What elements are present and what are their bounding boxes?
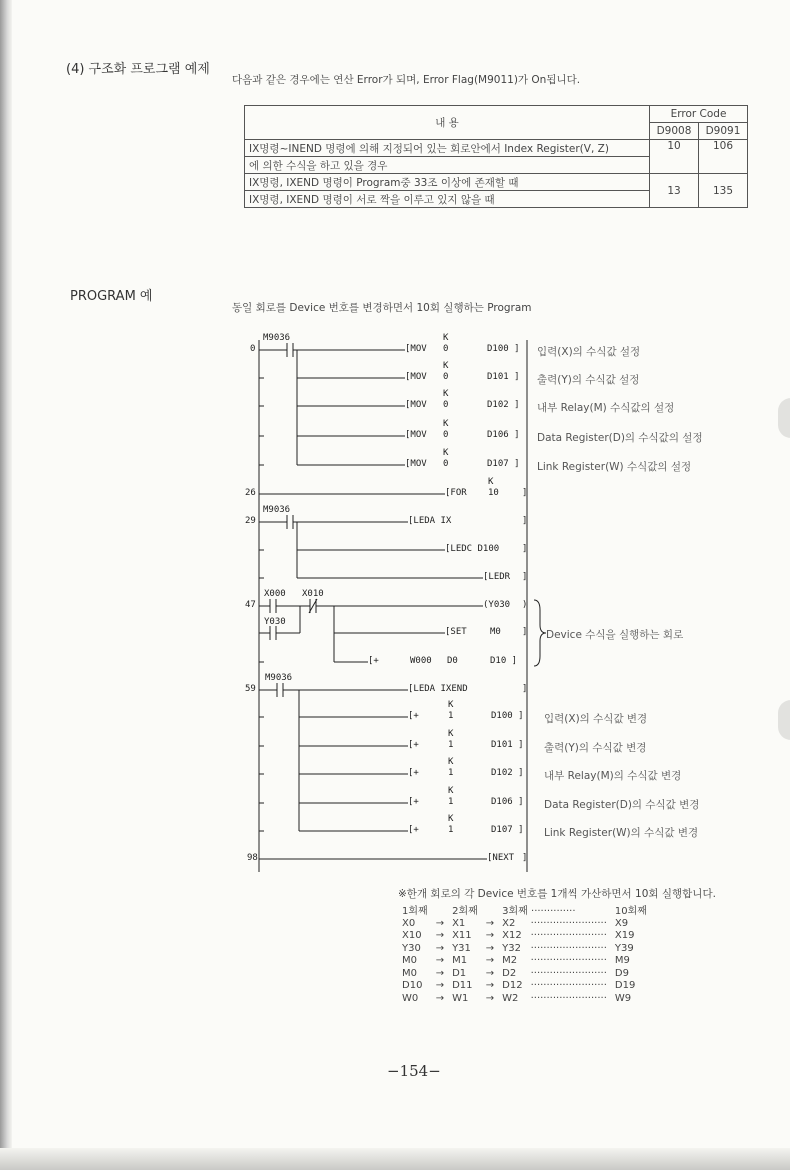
row1-line1: IX명령~INEND 명령에 의해 지정되어 있는 회로안에서 Index Register(V, Z) [245,140,650,157]
comment-inc-4: Data Register(D)의 수식값 변경 [544,799,700,811]
comment-mov-2: 출력(Y)의 수식값 설정 [537,374,640,386]
contact-x000: X000 [264,589,286,599]
section-heading: (4) 구조화 프로그램 예제 [66,62,210,77]
program-caption: 동일 회로를 Device 번호를 변경하면서 10회 실행하는 Program [232,302,532,314]
mov-dest: D100 ] [487,344,520,354]
ledr-row: [LEDR ] [483,572,528,582]
step-29: 29 [245,516,256,526]
comment-inc-1: 입력(X)의 수식값 변경 [544,713,648,725]
row1-d9008: 10 [650,140,699,174]
iter-header-10: 10회째 [614,906,647,917]
set-row: [SET M0 ] [445,627,528,637]
col-d9091: D9091 [699,123,748,140]
row1-d9091: 106 [699,140,748,174]
contact-y030: Y030 [264,617,286,627]
step-26: 26 [245,488,256,498]
mov-k: 0 [443,344,449,354]
program-heading: PROGRAM 예 [70,289,153,304]
contact-m9036-a: M9036 [263,333,291,343]
intro-text: 다음과 같은 경우에는 연산 Error가 되며, Error Flag(M9011)가 On됩니다. [232,74,581,86]
iter-header-1: 1회째 [402,906,428,917]
contact-m9036-c: M9036 [265,673,293,683]
note-text: ※한개 회로의 각 Device 번호를 1개씩 가산하면서 10회 실행합니다. [398,888,716,900]
iter-row: M0 → M1 → M2 ························ M9 [402,955,630,967]
row2-line2: IX명령, IXEND 명령이 서로 짝을 이루고 있지 않을 때 [245,191,650,208]
iter-row: X10 → X11 → X12 ························ X19 [402,930,635,942]
step-47: 47 [245,600,256,610]
iter-row: X0 → X1 → X2 ························ X9 [402,917,629,929]
comment-mov-5: Link Register(W) 수식값의 설정 [537,461,692,473]
page-number: −154− [387,1062,441,1080]
mov-bracket: [MOV [405,344,427,354]
step-0: 0 [250,344,256,354]
iteration-table [398,902,651,1005]
header-content: 내 용 [245,106,650,140]
comment-inc-3: 내부 Relay(M)의 수식값 변경 [544,770,682,782]
comment-mov-4: Data Register(D)의 수식값의 설정 [537,432,703,444]
contact-x010: X010 [302,589,324,599]
next-row: [NEXT ] [487,853,528,863]
iter-header-2: 2회째 [452,906,478,917]
ledc-row: [LEDC D100 ] [445,544,528,554]
header-error-code: Error Code [650,106,748,123]
col-d9008: D9008 [650,123,699,140]
row1-line2: 에 의한 수식을 하고 있을 경우 [245,157,650,174]
leda-ix-row: [LEDA IX ] [408,516,528,526]
row2-line1: IX명령, IXEND 명령이 Program중 33조 이상에 존재할 때 [245,174,650,191]
comment-mov-1: 입력(X)의 수식값 설정 [537,346,641,358]
iter-row: D10 → D11 → D12 ························ D19 [402,980,636,992]
row2-d9008: 13 [650,174,699,208]
y030-coil: (Y030 ) [483,600,528,610]
k-label: K [443,333,449,343]
comment-mov-3: 내부 Relay(M) 수식값의 설정 [537,402,675,414]
comment-inc-5: Link Register(W)의 수식값 변경 [544,827,699,839]
iter-header-3: 3회째 ·············· [502,906,576,917]
plus-row: [+ W000 D0 D10 ] [368,656,518,666]
step-98: 98 [247,853,258,863]
leda-ixend-row: [LEDA IXEND ] [408,684,528,694]
comment-inc-2: 출력(Y)의 수식값 변경 [544,742,647,754]
step-59: 59 [245,684,256,694]
iter-row: Y30 → Y31 → Y32 ························ Y39 [402,942,634,954]
row2-d9091: 135 [699,174,748,208]
iter-row: M0 → D1 → D2 ························ D9 [402,967,629,979]
contact-m9036-b: M9036 [263,505,291,515]
comment-device: Device 수식을 실행하는 회로 [546,629,684,641]
iter-row: W0 → W1 → W2 ························ W9 [402,992,632,1004]
